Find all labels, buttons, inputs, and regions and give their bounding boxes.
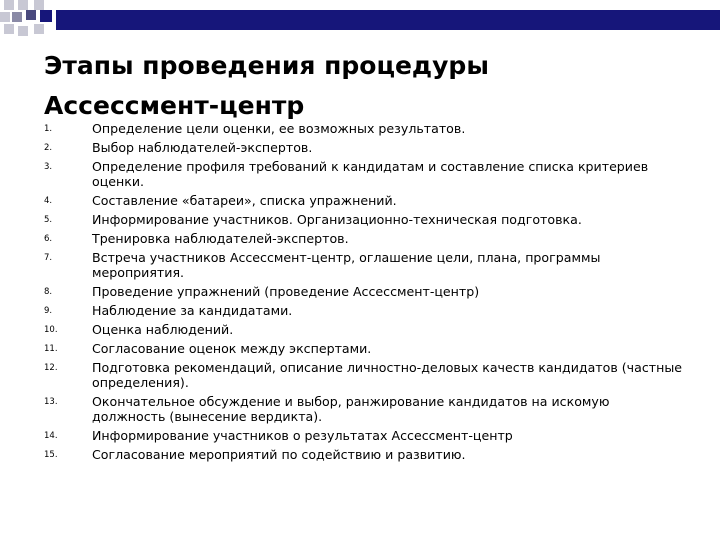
step-number: 13.	[44, 397, 58, 407]
step-text: Информирование участников. Организационно-техническая подготовка.	[92, 212, 582, 227]
list-item	[44, 284, 684, 299]
decorative-header-strip	[0, 0, 720, 40]
step-text: Определение цели оценки, ее возможных результатов.	[92, 121, 466, 136]
step-text: Информирование участников о результатах Ассессмент-центр	[92, 428, 513, 443]
step-number: 8.	[44, 287, 53, 297]
slide-title-line-2: Ассессмент-центр	[44, 91, 305, 120]
decorative-square	[34, 0, 44, 10]
step-text: Оценка наблюдений.	[92, 322, 234, 337]
step-number: 3.	[44, 162, 53, 172]
header-accent-bar	[56, 10, 720, 30]
step-number: 1.	[44, 124, 53, 134]
step-number: 10.	[44, 325, 58, 335]
decorative-square	[18, 26, 28, 36]
step-number: 4.	[44, 196, 53, 206]
step-number: 2.	[44, 143, 53, 153]
list-item	[44, 140, 684, 155]
list-item	[44, 159, 684, 189]
slide-title-line-1: Этапы проведения процедуры	[44, 51, 489, 80]
step-number: 11.	[44, 344, 58, 354]
step-text: Окончательное обсуждение и выбор, ранжирование кандидатов на искомую должность (вынесение вердикта).	[92, 394, 610, 424]
list-item	[44, 341, 684, 356]
decorative-square	[12, 12, 22, 22]
list-item	[44, 303, 684, 318]
list-item	[44, 212, 684, 227]
decorative-square	[4, 0, 14, 10]
decorative-square	[0, 12, 10, 22]
step-number: 9.	[44, 306, 53, 316]
decorative-square	[34, 24, 44, 34]
list-item	[44, 193, 684, 208]
step-number: 14.	[44, 431, 58, 441]
step-text: Встреча участников Ассессмент-центр, оглашение цели, плана, программы мероприятия.	[92, 250, 601, 280]
list-item	[44, 360, 684, 390]
step-text: Составление «батареи», списка упражнений.	[92, 193, 397, 208]
step-text: Тренировка наблюдателей-экспертов.	[92, 231, 349, 246]
step-number: 6.	[44, 234, 53, 244]
list-item	[44, 428, 684, 443]
step-text: Согласование оценок между экспертами.	[92, 341, 372, 356]
list-item	[44, 447, 684, 462]
decorative-square	[40, 10, 52, 22]
list-item	[44, 250, 684, 280]
slide-title	[44, 46, 684, 126]
list-item	[44, 121, 684, 136]
step-number: 12.	[44, 363, 58, 373]
step-number: 7.	[44, 253, 53, 263]
decorative-square	[4, 24, 14, 34]
decorative-square	[18, 0, 28, 10]
list-item	[44, 322, 684, 337]
list-item	[44, 231, 684, 246]
step-text: Выбор наблюдателей-экспертов.	[92, 140, 313, 155]
list-item	[44, 394, 684, 424]
decorative-square	[26, 10, 36, 20]
step-text: Наблюдение за кандидатами.	[92, 303, 293, 318]
step-text: Проведение упражнений (проведение Ассессмент-центр)	[92, 284, 480, 299]
step-number: 15.	[44, 450, 58, 460]
procedure-steps-list	[44, 121, 684, 466]
step-text: Определение профиля требований к кандидатам и составление списка критериев оценки.	[92, 159, 649, 189]
step-text: Согласование мероприятий по содействию и развитию.	[92, 447, 466, 462]
step-text: Подготовка рекомендаций, описание личностно-деловых качеств кандидатов (частные определения).	[92, 360, 683, 390]
step-number: 5.	[44, 215, 53, 225]
